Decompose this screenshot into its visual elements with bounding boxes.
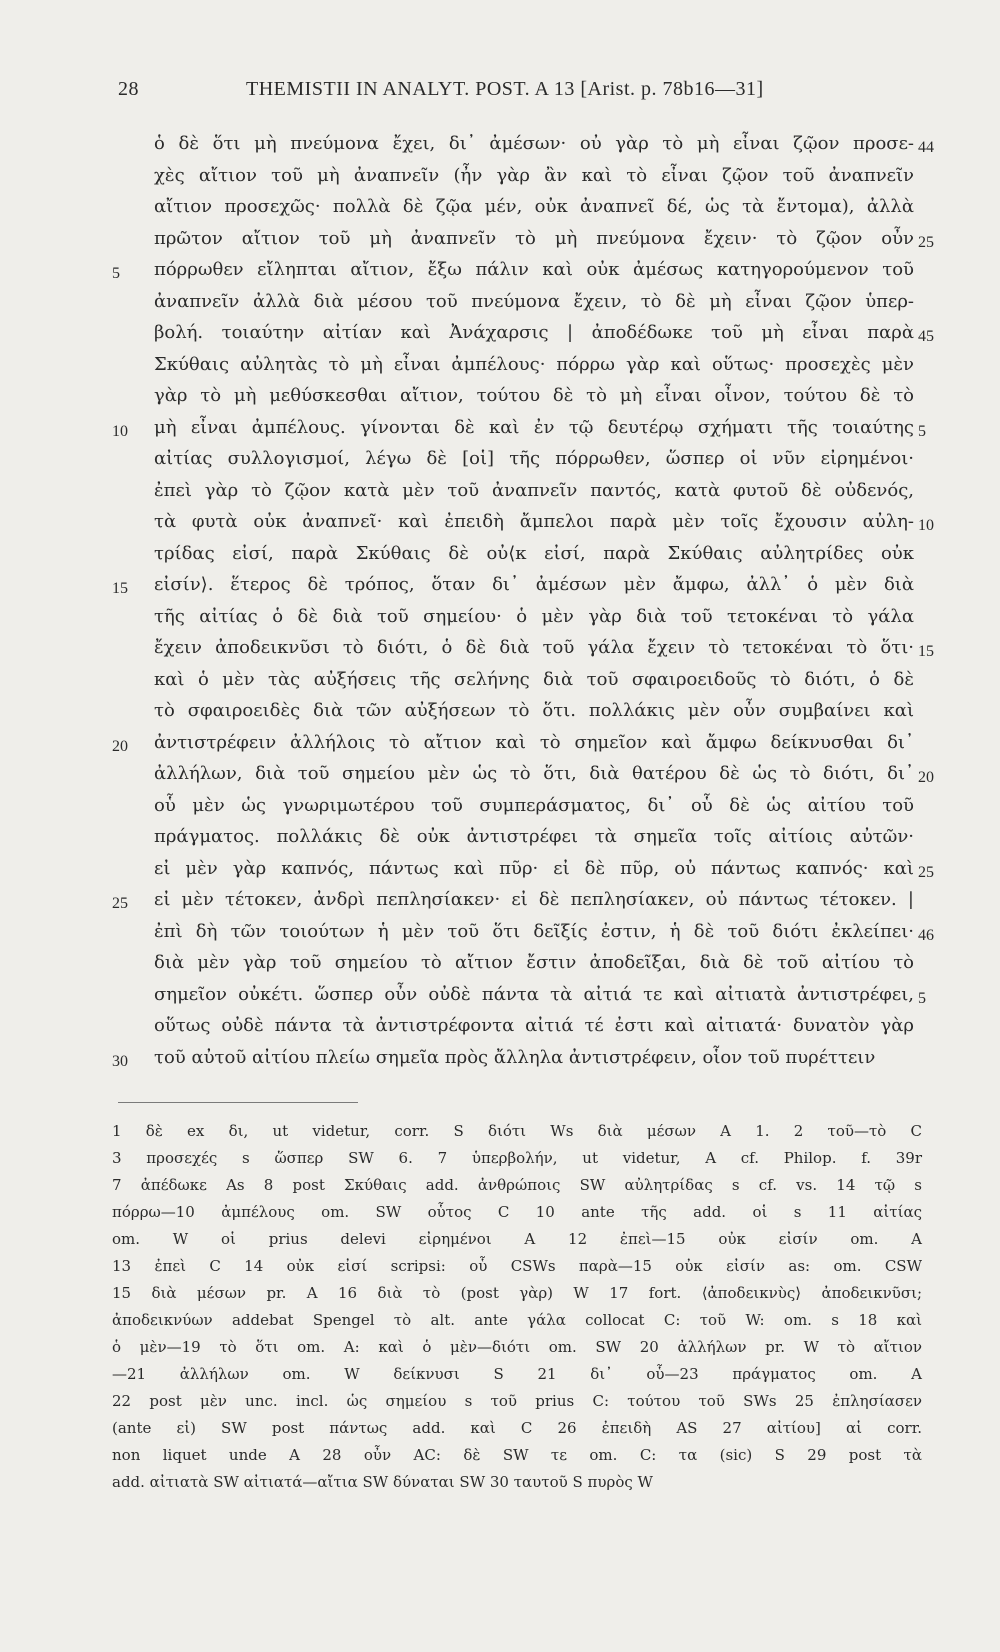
line-text: διὰ μὲν γὰρ τοῦ σημείου τὸ αἴτιον ἔστιν ἀποδεῖξαι, διὰ δὲ τοῦ αἰτίου τὸ: [154, 952, 914, 973]
margin-reference: 45: [918, 328, 934, 345]
line-text: εἰ μὲν τέτοκεν, ἀνδρὶ πεπλησίακεν· εἰ δὲ πεπλησίακεν, οὐ πάντως τέτοκεν. |: [154, 889, 914, 910]
text-line: [0, 952, 1000, 986]
line-text: εἰσίν⟩. ἕτερος δὲ τρόπος, ὅταν δι᾽ ἀμέσων μὲν ἄμφω, ἀλλ᾽ ὁ μὲν διὰ: [154, 574, 914, 595]
line-number: 25: [112, 895, 128, 912]
line-text: πόρρωθεν εἴληπται αἴτιον, ἔξω πάλιν καὶ οὐκ ἀμέσως κατηγορούμενον τοῦ: [154, 259, 914, 280]
page-number: 28: [118, 78, 139, 100]
text-line: [0, 763, 1000, 797]
apparatus-line: 15 διὰ μέσων pr. A 16 διὰ τὸ (post γὰρ) W 17 fort. ⟨ἀποδεικνὺς⟩ ἀποδεικνῦσι;: [112, 1284, 922, 1302]
line-number: 20: [112, 737, 128, 755]
text-line: [0, 543, 1000, 577]
line-text: ἀντιστρέφειν ἀλλήλοις τὸ αἴτιον καὶ τὸ σημεῖον καὶ ἄμφω δείκνυσθαι δι᾽: [154, 731, 914, 753]
text-line: [0, 196, 1000, 230]
text-line: [0, 732, 1000, 766]
text-line: [0, 417, 1000, 451]
text-line: [0, 889, 1000, 923]
text-line: [0, 448, 1000, 482]
line-text: αἰτίας συλλογισμοί, λέγω δὲ [οἱ] τῆς πόρρωθεν, ὥσπερ οἱ νῦν εἰρημένοι·: [154, 448, 914, 469]
line-number: 15: [112, 580, 128, 597]
apparatus-line: —21 ἀλλήλων om. W δείκνυσι S 21 δι᾽ οὗ—23 πράγματος om. A: [112, 1365, 922, 1383]
line-text: τρίδας εἰσί, παρὰ Σκύθαις δὲ οὐ⟨κ εἰσί, παρὰ Σκύθαις αὐλητρίδες οὐκ: [154, 542, 914, 564]
line-text: ἀλλήλων, διὰ τοῦ σημείου μὲν ὡς τὸ ὅτι, διὰ θατέρου δὲ ὡς τὸ διότι, δι᾽: [154, 763, 914, 784]
line-text: σημεῖον οὐκέτι. ὥσπερ οὖν οὐδὲ πάντα τὰ αἰτιά τε καὶ αἰτιατὰ ἀντιστρέφει,: [154, 983, 914, 1005]
text-line: [0, 669, 1000, 703]
text-line: [0, 228, 1000, 262]
line-number: 10: [112, 422, 128, 440]
text-line: [0, 322, 1000, 356]
text-line: [0, 1047, 1000, 1081]
text-line: [0, 165, 1000, 199]
footnote-rule: [118, 1102, 358, 1103]
line-text: οὕτως οὐδὲ πάντα τὰ ἀντιστρέφοντα αἰτιά τέ ἐστι καὶ αἰτιατά· δυνατὸν γὰρ: [154, 1015, 914, 1036]
apparatus-line: πόρρω—10 ἀμπέλους om. SW οὗτος C 10 ante τῆς add. οἱ s 11 αἰτίας: [112, 1203, 922, 1221]
margin-reference: 10: [918, 517, 934, 534]
line-text: βολή. τοιαύτην αἰτίαν καὶ Ἀνάχαρσις | ἀποδέδωκε τοῦ μὴ εἶναι παρὰ: [154, 322, 914, 343]
margin-reference: 5: [918, 422, 926, 440]
margin-reference: 46: [918, 926, 934, 944]
apparatus-line: 7 ἀπέδωκε As 8 post Σκύθαις add. ἀνθρώποις SW αὐλητρίδας s cf. vs. 14 τῷ s: [112, 1176, 922, 1194]
text-line: [0, 606, 1000, 640]
line-number: 30: [112, 1052, 128, 1070]
margin-reference: 25: [918, 233, 934, 251]
margin-reference: 5: [918, 989, 926, 1007]
line-text: ἐπεὶ γὰρ τὸ ζῷον κατὰ μὲν τοῦ ἀναπνεῖν παντός, κατὰ φυτοῦ δὲ οὐδενός,: [154, 479, 914, 501]
apparatus-line: add. αἰτιατὰ SW αἰτιατά—αἴτια SW δύναται SW 30 ταυτοῦ S πυρὸς W: [112, 1473, 653, 1491]
margin-reference: 44: [918, 139, 934, 156]
text-line: [0, 291, 1000, 325]
line-text: ἐπὶ δὴ τῶν τοιούτων ἡ μὲν τοῦ ὅτι δεῖξίς ἐστιν, ἡ δὲ τοῦ διότι ἐκλείπει·: [154, 920, 914, 942]
text-line: [0, 1015, 1000, 1049]
text-line: [0, 637, 1000, 671]
line-text: γὰρ τὸ μὴ μεθύσκεσθαι αἴτιον, τούτου δὲ τὸ μὴ εἶναι οἶνον, τούτου δὲ τὸ: [154, 385, 914, 406]
line-text: πρῶτον αἴτιον τοῦ μὴ ἀναπνεῖν τὸ μὴ πνεύμονα ἔχειν· τὸ ζῷον οὖν: [154, 227, 914, 249]
line-text: ὁ δὲ ὅτι μὴ πνεύμονα ἔχει, δι᾽ ἀμέσων· οὐ γὰρ τὸ μὴ εἶναι ζῷον προσε-: [154, 133, 914, 154]
text-line: [0, 700, 1000, 734]
apparatus-line: ἀποδεικνύων addebat Spengel τὸ alt. ante γάλα collocat C: τοῦ W: om. s 18 καὶ: [112, 1311, 922, 1329]
line-text: ἔχειν ἀποδεικνῦσι τὸ διότι, ὁ δὲ διὰ τοῦ γάλα ἔχειν τὸ τετοκέναι τὸ ὅτι·: [154, 637, 914, 658]
line-text: οὗ μὲν ὡς γνωριμωτέρου τοῦ συμπεράσματος, δι᾽ οὗ δὲ ὡς αἰτίου τοῦ: [154, 794, 914, 816]
apparatus-line: non liquet unde A 28 οὖν AC: δὲ SW τε om. C: τα (sic) S 29 post τὰ: [112, 1446, 922, 1464]
apparatus-line: (ante εἰ) SW post πάντως add. καὶ C 26 ἐπειδὴ AS 27 αἰτίου] αἱ corr.: [112, 1419, 922, 1437]
text-line: [0, 574, 1000, 608]
line-text: πράγματος. πολλάκις δὲ οὐκ ἀντιστρέφει τὰ σημεῖα τοῖς αἰτίοις αὐτῶν·: [154, 826, 914, 847]
line-text: τοῦ αὐτοῦ αἰτίου πλείω σημεῖα πρὸς ἄλληλα ἀντιστρέφειν, οἷον τοῦ πυρέττειν: [154, 1046, 876, 1068]
line-text: μὴ εἶναι ἀμπέλους. γίνονται δὲ καὶ ἐν τῷ δευτέρῳ σχήματι τῆς τοιαύτης: [154, 416, 914, 438]
text-line: [0, 921, 1000, 955]
line-text: καὶ ὁ μὲν τὰς αὐξήσεις τῆς σελήνης διὰ τοῦ σφαιροειδοῦς τὸ διότι, ὁ δὲ: [154, 668, 914, 690]
margin-reference: 15: [918, 643, 934, 660]
running-title: THEMISTII IN ANALYT. POST. A 13 [Arist. p. 78b16—31]: [246, 78, 764, 100]
apparatus-line: 1 δὲ ex δι, ut videtur, corr. S διότι Ws διὰ μέσων A 1. 2 τοῦ—τὸ C: [112, 1122, 922, 1140]
text-line: [0, 795, 1000, 829]
line-text: αἴτιον προσεχῶς· πολλὰ δὲ ζῷα μέν, οὐκ ἀναπνεῖ δέ, ὡς τὰ ἔντομα), ἀλλὰ: [154, 196, 914, 217]
line-text: τὰ φυτὰ οὐκ ἀναπνεῖ· καὶ ἐπειδὴ ἄμπελοι παρὰ μὲν τοῖς ἔχουσιν αὐλη-: [154, 511, 914, 532]
page-header: [118, 78, 888, 114]
apparatus-line: ὁ μὲν—19 τὸ ὅτι om. A: καὶ ὁ μὲν—διότι om. SW 20 ἀλλήλων pr. W τὸ αἴτιον: [112, 1338, 922, 1356]
text-line: [0, 826, 1000, 860]
margin-reference: 20: [918, 769, 934, 786]
apparatus-line: 13 ἐπεὶ C 14 οὐκ εἰσί scripsi: οὗ CSWs παρὰ—15 οὐκ εἰσίν as: om. CSW: [112, 1257, 922, 1275]
apparatus-line: om. W οἱ prius delevi εἰρημένοι A 12 ἐπεὶ—15 οὐκ εἰσίν om. A: [112, 1230, 922, 1248]
text-line: [0, 354, 1000, 388]
line-text: ἀναπνεῖν ἀλλὰ διὰ μέσου τοῦ πνεύμονα ἔχειν, τὸ δὲ μὴ εἶναι ζῷον ὑπερ-: [154, 290, 914, 312]
text-line: [0, 984, 1000, 1018]
apparatus-line: 22 post μὲν unc. incl. ὡς σημείου s τοῦ prius C: τούτου τοῦ SWs 25 ἐπλησίασεν: [112, 1392, 922, 1410]
text-line: [0, 385, 1000, 419]
line-number: 5: [112, 265, 120, 282]
line-text: τὸ σφαιροειδὲς διὰ τῶν αὐξήσεων τὸ ὅτι. πολλάκις μὲν οὖν συμβαίνει καὶ: [154, 700, 914, 721]
margin-reference: 25: [918, 863, 934, 881]
apparatus-line: 3 προσεχές s ὥσπερ SW 6. 7 ὑπερβολήν, ut videtur, A cf. Philop. f. 39r: [112, 1149, 922, 1167]
text-line: [0, 480, 1000, 514]
line-text: Σκύθαις αὐλητὰς τὸ μὴ εἶναι ἀμπέλους· πόρρω γὰρ καὶ οὕτως· προσεχὲς μὲν: [154, 353, 914, 375]
line-text: χὲς αἴτιον τοῦ μὴ ἀναπνεῖν (ἦν γὰρ ἂν καὶ τὸ εἶναι ζῷον τοῦ ἀναπνεῖν: [154, 164, 914, 186]
text-line: [0, 133, 1000, 167]
text-line: [0, 259, 1000, 293]
text-line: [0, 858, 1000, 892]
line-text: τῆς αἰτίας ὁ δὲ διὰ τοῦ σημείου· ὁ μὲν γὰρ διὰ τοῦ τετοκέναι τὸ γάλα: [154, 605, 914, 627]
text-line: [0, 511, 1000, 545]
line-text: εἰ μὲν γὰρ καπνός, πάντως καὶ πῦρ· εἰ δὲ πῦρ, οὐ πάντως καπνός· καὶ: [154, 857, 914, 879]
